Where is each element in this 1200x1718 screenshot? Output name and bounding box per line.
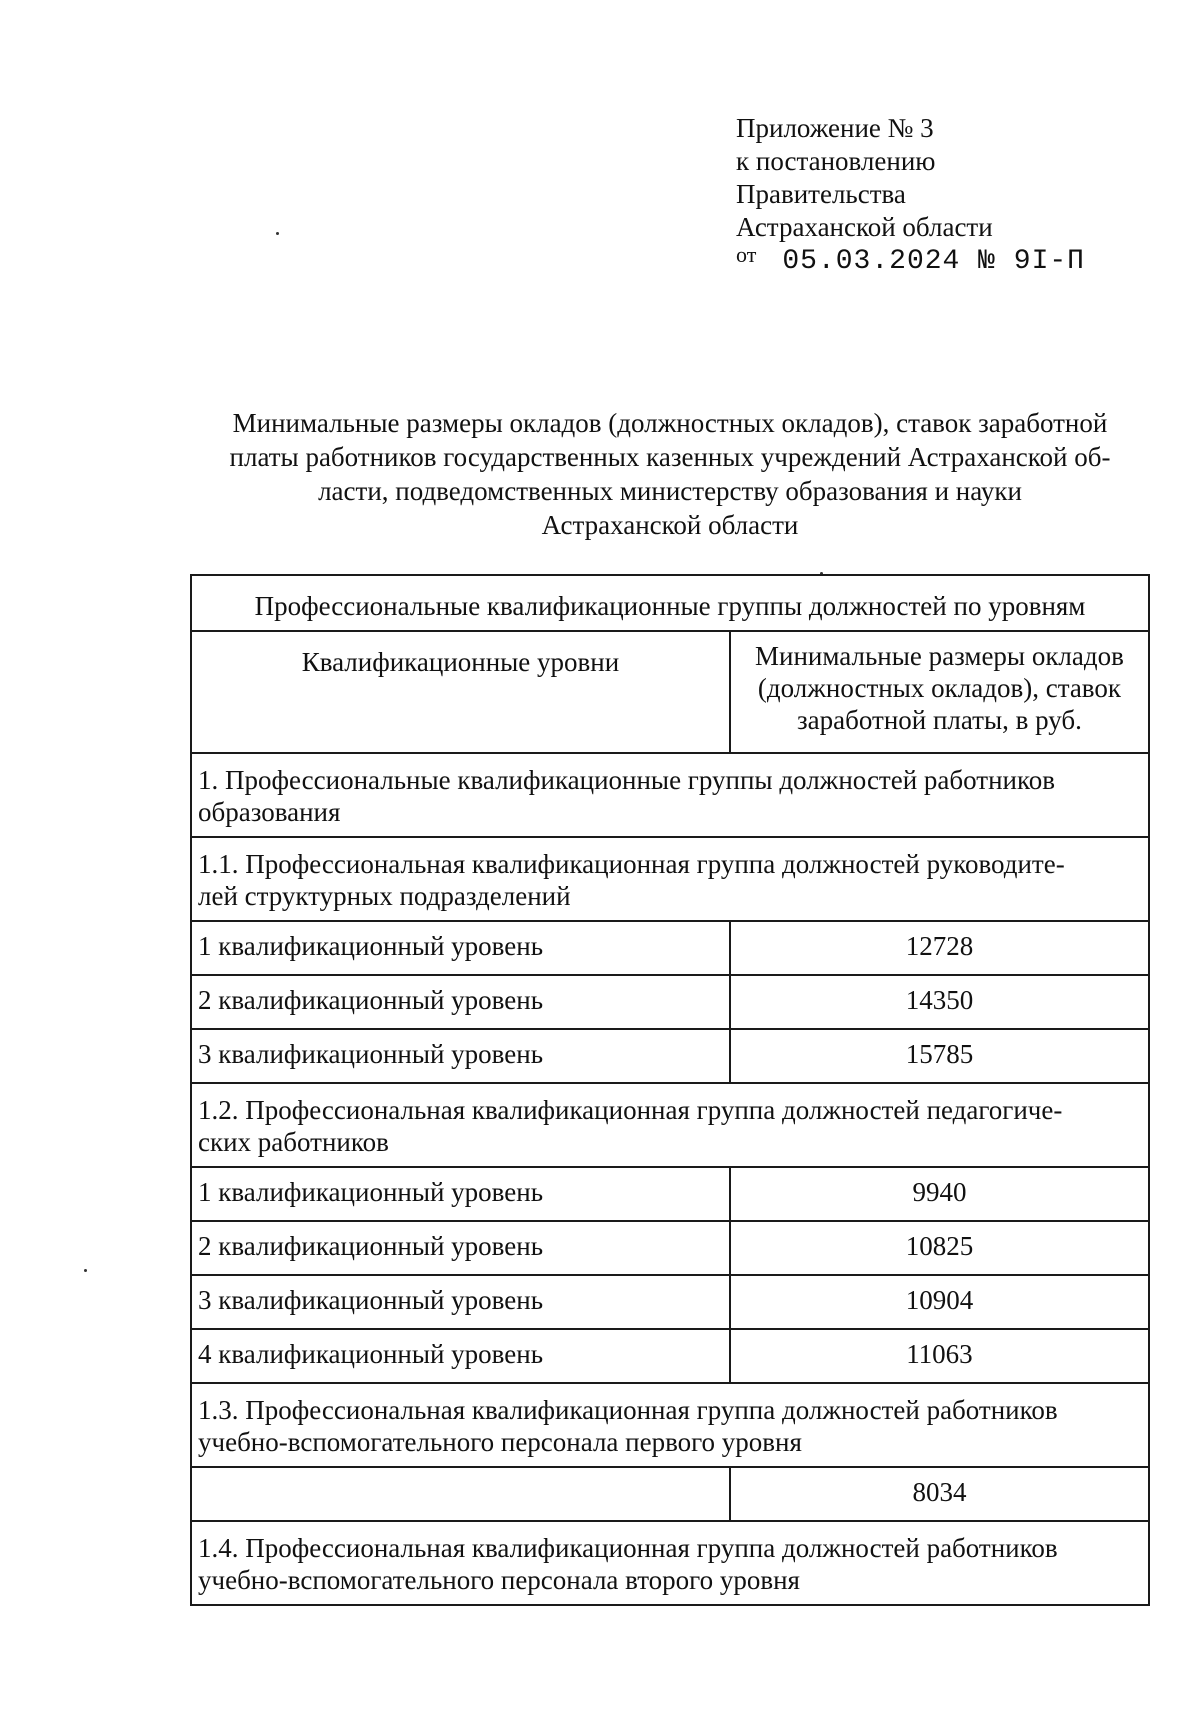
group-title-line: учебно-вспомогательного персонала первого уровня	[198, 1427, 802, 1457]
min-salary-value: 12728	[730, 921, 1149, 975]
group-title-line: 1.1. Профессиональная квалификационная группа должностей руководите-	[198, 849, 1065, 879]
qualification-level: 1 квалификационный уровень	[191, 921, 730, 975]
qualification-level	[191, 1467, 730, 1521]
date-number: 05.03.2024 № 9I-П	[782, 246, 1085, 277]
group-title	[191, 1521, 1149, 1605]
group-title-line: учебно-вспомогательного персонала второго уровня	[198, 1565, 800, 1595]
qualification-level: 4 квалификационный уровень	[191, 1329, 730, 1383]
title-line: Минимальные размеры окладов (должностных окладов), ставок заработной	[232, 408, 1108, 438]
appendix-label: Приложение № 3	[736, 113, 934, 143]
header-groups-by-levels: Профессиональные квалификационные группы должностей по уровням	[191, 575, 1149, 631]
group-row	[191, 1083, 1149, 1167]
qualification-level: 2 квалификационный уровень	[191, 1221, 730, 1275]
region-label: Астраханской области	[736, 212, 993, 242]
header-qualification-levels: Квалификационные уровни	[191, 631, 730, 753]
government-label: Правительства	[736, 179, 906, 209]
date-number-line	[736, 244, 1085, 278]
qualification-level: 3 квалификационный уровень	[191, 1029, 730, 1083]
approval-block	[736, 112, 1085, 278]
group-row	[191, 753, 1149, 837]
min-salary-value: 9940	[730, 1167, 1149, 1221]
table-row	[191, 1467, 1149, 1521]
group-title	[191, 1083, 1149, 1167]
table-row	[191, 1275, 1149, 1329]
table-row	[191, 975, 1149, 1029]
group-title	[191, 837, 1149, 921]
min-salary-value: 10904	[730, 1275, 1149, 1329]
title-line: платы работников государственных казенных учреждений Астраханской об-	[229, 442, 1111, 472]
document-title	[190, 406, 1150, 542]
header-min-salary	[730, 631, 1149, 753]
min-salary-value: 11063	[730, 1329, 1149, 1383]
qualification-level: 2 квалификационный уровень	[191, 975, 730, 1029]
group-row	[191, 1383, 1149, 1467]
min-salary-value: 10825	[730, 1221, 1149, 1275]
scan-speck	[276, 232, 279, 235]
min-salary-value: 15785	[730, 1029, 1149, 1083]
table-header-row	[191, 631, 1149, 753]
table-row	[191, 1167, 1149, 1221]
header-min-salary-line: (должностных окладов), ставок	[757, 673, 1121, 703]
group-title	[191, 1383, 1149, 1467]
title-line: ласти, подведомственных министерству образования и науки	[318, 476, 1022, 506]
table-row	[191, 921, 1149, 975]
group-title-line: 1.3. Профессиональная квалификационная группа должностей работников	[198, 1395, 1058, 1425]
group-title-line: 1.2. Профессиональная квалификационная группа должностей педагогиче-	[198, 1095, 1063, 1125]
group-title-line: лей структурных подразделений	[198, 881, 571, 911]
qualification-level: 1 квалификационный уровень	[191, 1167, 730, 1221]
table-row	[191, 1029, 1149, 1083]
group-row	[191, 1521, 1149, 1605]
qualification-level: 3 квалификационный уровень	[191, 1275, 730, 1329]
header-min-salary-line: Минимальные размеры окладов	[755, 641, 1124, 671]
group-title-line: 1. Профессиональные квалификационные группы должностей работников	[198, 765, 1055, 795]
group-title-line: ских работников	[198, 1127, 389, 1157]
from-label: от	[736, 242, 757, 267]
salary-table	[190, 574, 1150, 1606]
group-title-line: 1.4. Профессиональная квалификационная группа должностей работников	[198, 1533, 1058, 1563]
table-row	[191, 1221, 1149, 1275]
group-row	[191, 837, 1149, 921]
table-header-row	[191, 575, 1149, 631]
resolution-label: к постановлению	[736, 146, 936, 176]
header-min-salary-line: заработной платы, в руб.	[797, 705, 1082, 735]
min-salary-value: 14350	[730, 975, 1149, 1029]
group-title	[191, 753, 1149, 837]
scan-speck	[84, 1269, 87, 1272]
min-salary-value: 8034	[730, 1467, 1149, 1521]
group-title-line: образования	[198, 797, 341, 827]
table-row	[191, 1329, 1149, 1383]
title-line: Астраханской области	[541, 510, 799, 540]
